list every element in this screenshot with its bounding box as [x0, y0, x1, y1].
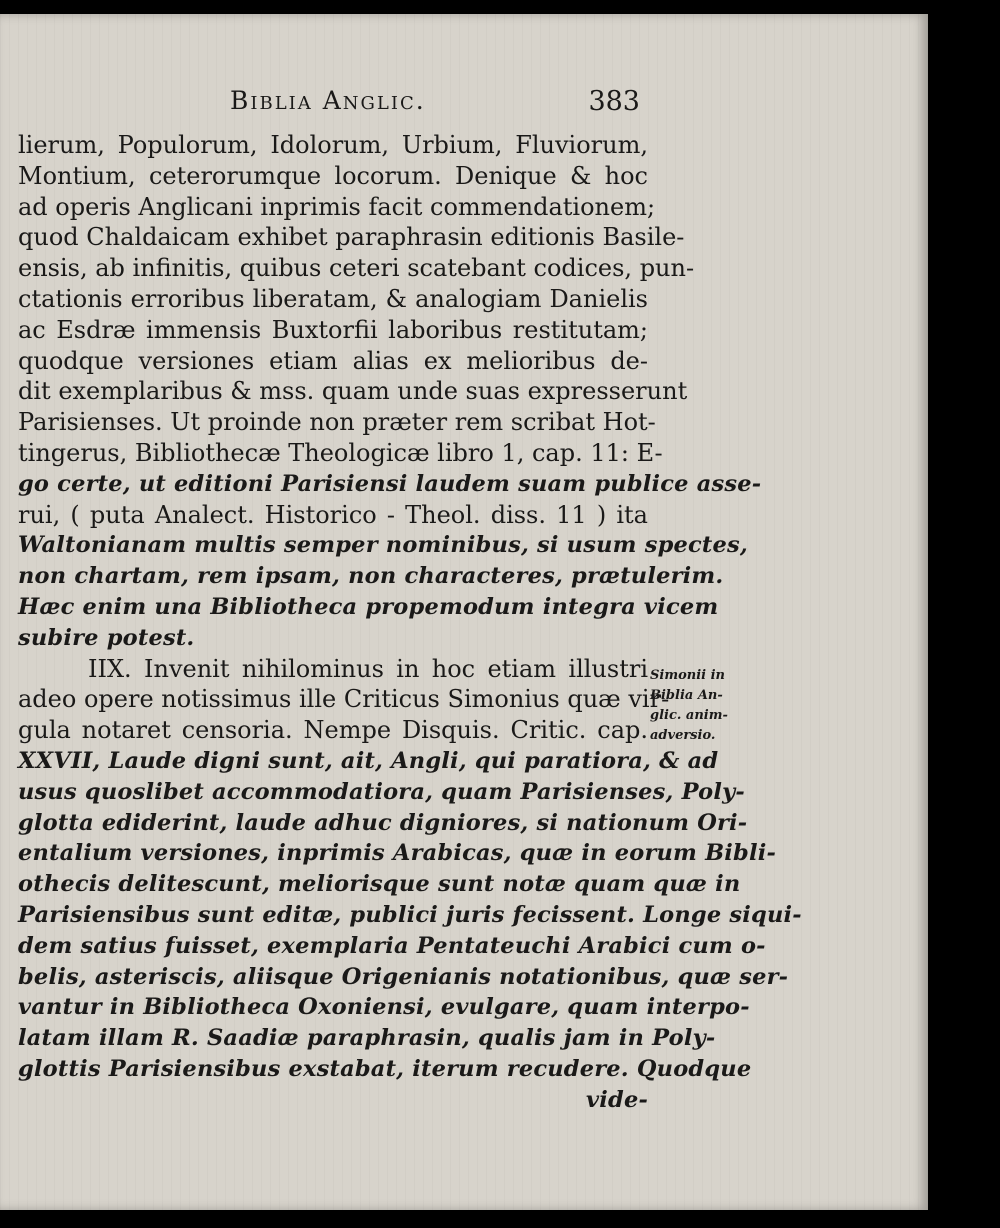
- text-line: ad operis Anglicani inprimis facit commendationem;: [18, 192, 656, 221]
- text-line: gula notaret censoria. Nempe Disquis. Critic. cap.: [18, 716, 648, 745]
- text-line: ctationis erroribus liberatam, & analogiam Danielis: [18, 284, 648, 313]
- text-line-italic: glottis Parisiensibus exstabat, iterum recudere. Quodque: [18, 1055, 752, 1082]
- text-line: tingerus, Bibliothecæ Theologicæ libro 1, cap. 11: E-: [18, 438, 663, 467]
- text-line: quod Chaldaicam exhibet paraphrasin editionis Basile-: [18, 223, 685, 252]
- text-line-italic: glotta ediderint, laude adhuc digniores, si nationum Ori-: [18, 809, 748, 836]
- text-line: lierum, Populorum, Idolorum, Urbium, Fluviorum,: [18, 131, 648, 159]
- marginal-note-line: glic. anim-: [650, 708, 728, 723]
- text-line: ac Esdræ immensis Buxtorfii laboribus restitutam;: [18, 315, 648, 344]
- text-line: quodque versiones etiam alias ex melioribus de-: [18, 346, 648, 375]
- book-page: [0, 14, 928, 1210]
- marginal-note-line: Simonii in: [650, 668, 725, 683]
- text-line-italic: go certe, ut editioni Parisiensi laudem suam publice asse-: [18, 470, 762, 497]
- text-line-italic: entalium versiones, inprimis Arabicas, quæ in eorum Bibli-: [18, 840, 777, 867]
- text-line: rui, ( puta Analect. Historico - Theol. diss. 11 ) ita: [18, 500, 648, 529]
- text-line: Parisienses. Ut proinde non præter rem scribat Hot-: [18, 408, 656, 437]
- text-line-italic: subire potest.: [18, 624, 195, 651]
- marginal-note-line: Biblia An-: [650, 688, 723, 703]
- text-line-italic: usus quoslibet accommodatiora, quam Parisienses, Poly-: [18, 778, 745, 805]
- catchword: vide-: [585, 1086, 648, 1113]
- text-line-italic: Parisiensibus sunt editæ, publici juris fecissent. Longe siqui-: [18, 901, 802, 928]
- page-header: [230, 86, 640, 126]
- text-line: Montium, ceterorumque locorum. Denique & hoc: [18, 161, 648, 190]
- text-line: adeo opere notissimus ille Criticus Simonius quæ vir-: [18, 685, 670, 714]
- text-line-italic: latam illam R. Saadiæ paraphrasin, qualis jam in Poly-: [18, 1025, 716, 1052]
- marginal-note-line: adversio.: [650, 728, 716, 743]
- running-title: Biblia Anglic.: [230, 86, 426, 115]
- text-line-italic: non chartam, rem ipsam, non characteres, prætulerim.: [18, 563, 724, 590]
- marginal-note: [650, 666, 760, 746]
- page-number: 383: [588, 86, 640, 117]
- text-line-italic: belis, asteriscis, aliisque Origenianis notationibus, quæ ser-: [18, 963, 789, 990]
- text-line-italic: dem satius fuisset, exemplaria Pentateuchi Arabici cum o-: [18, 932, 766, 959]
- paragraph-start-line: IIX. Invenit nihilominus in hoc etiam illustri: [88, 654, 648, 683]
- text-line-italic: vantur in Bibliotheca Oxoniensi, evulgare, quam interpo-: [18, 994, 750, 1021]
- text-line-italic: Hæc enim una Bibliotheca propemodum integra vicem: [18, 593, 719, 620]
- text-line: dit exemplaribus & mss. quam unde suas expresserunt: [18, 377, 688, 406]
- text-line-italic: othecis delitescunt, meliorisque sunt notæ quam quæ in: [18, 871, 741, 898]
- text-line: ensis, ab infinitis, quibus ceteri scatebant codices, pun-: [18, 254, 695, 283]
- text-line-italic: XXVII, Laude digni sunt, ait, Angli, qui paratiora, & ad: [18, 747, 719, 774]
- text-line-italic: Waltonianam multis semper nominibus, si usum spectes,: [18, 532, 748, 559]
